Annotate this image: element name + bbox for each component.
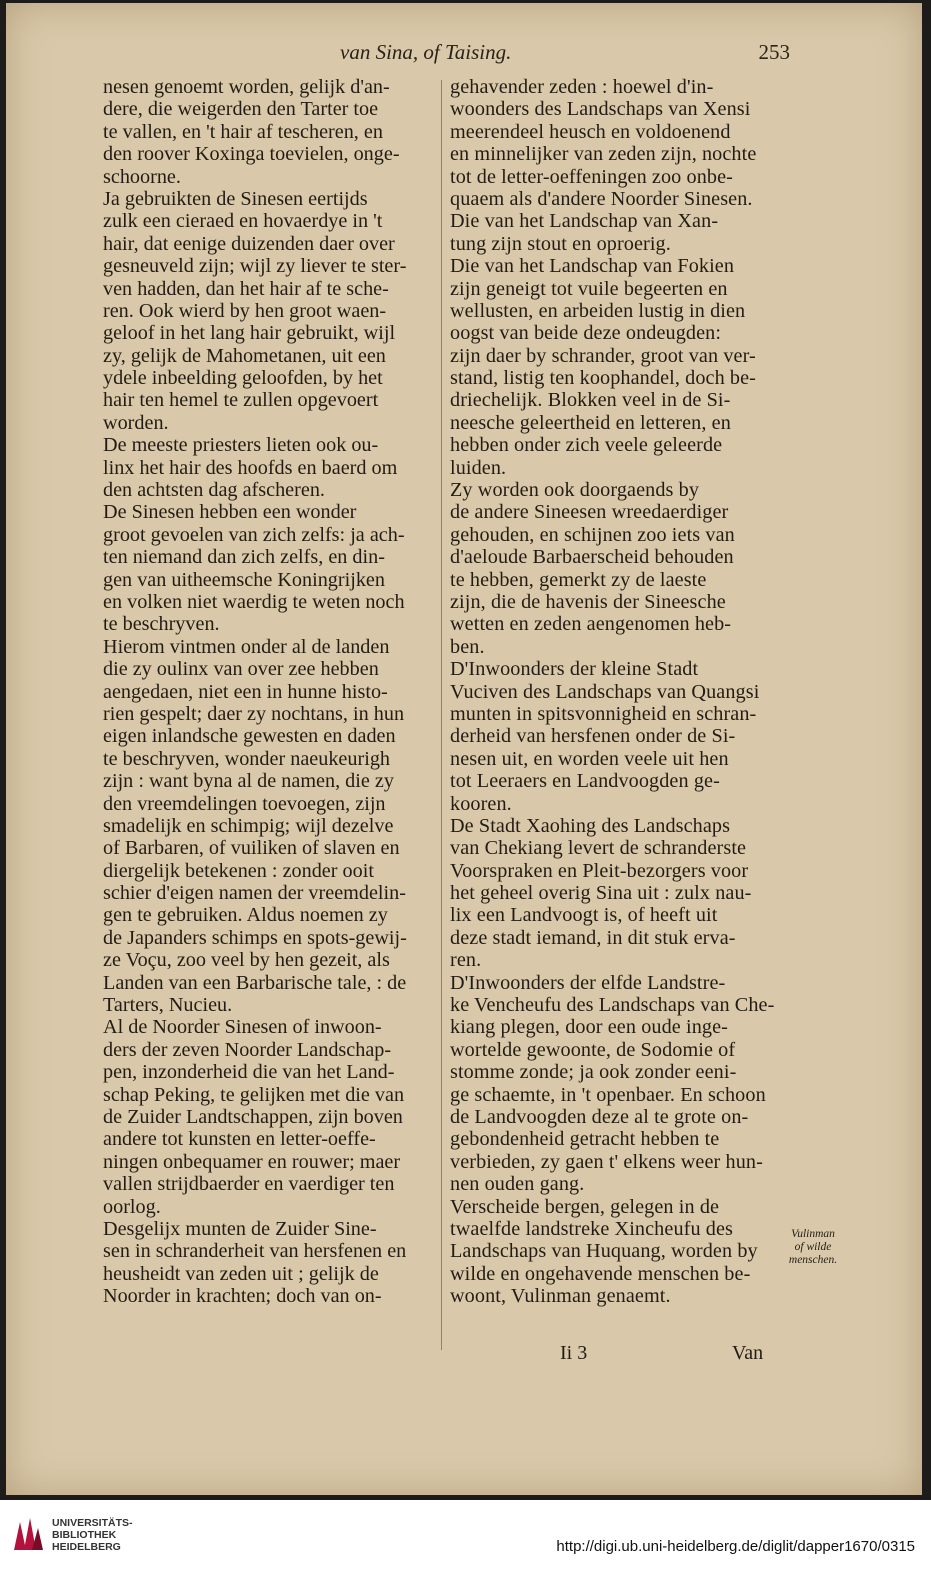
text-line: zijn, die de havenis der Sineesche [450, 590, 726, 613]
text-line: stomme zonde; ja ook zonder eeni- [450, 1061, 737, 1084]
text-line: de Landvoogden deze al te grote on- [450, 1105, 749, 1128]
text-line: schap Peking, te gelijken met die van [103, 1083, 405, 1106]
text-line: lix een Landvoogt is, of heeft uit [450, 904, 718, 927]
text-line: D'Inwoonders der kleine Stadt [450, 658, 699, 681]
text-line: tung zijn stout en oproerig. [450, 232, 671, 255]
text-line: den achtsten dag afscheren. [103, 479, 325, 502]
catchword: Van [732, 1342, 764, 1364]
text-line: sen in schranderheit van hersfenen en [103, 1240, 407, 1263]
text-line: dere, die weigerden den Tarter toe [103, 98, 379, 121]
text-line: schoorne. [103, 165, 181, 188]
text-line: Ja gebruikten de Sinesen eertijds [103, 187, 368, 210]
text-line: neesche geleertheid en letteren, en [450, 411, 731, 434]
text-line: of Barbaren, of vuiliken of slaven en [103, 837, 400, 860]
text-line: nesen uit, en worden veele uit hen [450, 747, 729, 770]
text-line: van Chekiang levert de schranderste [450, 837, 747, 860]
text-line: Verscheide bergen, gelegen in de [450, 1195, 720, 1218]
text-line: oogst van beide deze ondeugden: [450, 322, 722, 345]
text-line: eigen inlandsche gewesten en daden [103, 725, 396, 748]
text-line: gebondenheid getracht hebben te [450, 1128, 720, 1151]
margin-note-line: menschen. [788, 1254, 838, 1266]
text-line: gehouden, en schijnen zoo iets van [450, 523, 735, 546]
text-line: te beschryven. [103, 613, 220, 636]
text-line: zijn geneigt tot vuile begeerten en [450, 277, 728, 300]
text-line: Landen van een Barbarische tale, : de [103, 971, 407, 994]
text-line: nesen genoemt worden, gelijk d'an- [103, 76, 390, 98]
text-line: luiden. [450, 456, 507, 479]
text-line: heusheidt van zeden uit ; gelijk de [103, 1262, 379, 1285]
text-line: woonders des Landschaps van Xensi [450, 98, 751, 121]
text-line: den roover Koxinga toevielen, onge- [103, 143, 400, 166]
text-line: diergelijk betekenen : zonder ooit [103, 859, 374, 882]
text-line: zulk een cieraed en hovaerdye in 't [103, 210, 383, 233]
library-name [52, 1517, 133, 1553]
citation-link[interactable]: http://digi.ub.uni-heidelberg.de/diglit/dapper1670/0315 [556, 1538, 915, 1555]
text-line: wortelde gewoonte, de Sodomie of [450, 1038, 736, 1061]
text-line: Voorspraken en Pleit-bezorgers voor [450, 859, 749, 882]
text-line: Tarters, Nucieu. [103, 994, 233, 1017]
text-line: gesneuveld zijn; wijl zy liever te ster- [103, 255, 407, 278]
text-line: den vreemdelingen toevoegen, zijn [103, 792, 386, 815]
library-name-line: BIBLIOTHEK [52, 1529, 117, 1541]
text-line: quaem als d'andere Noorder Sinesen. [450, 187, 753, 210]
text-line: gen van uitheemsche Koningrijken [103, 568, 385, 591]
text-line: ven hadden, dan het hair af te sche- [103, 277, 389, 300]
text-line: de Zuider Landtschappen, zijn boven [103, 1105, 403, 1128]
text-line: oorlog. [103, 1195, 161, 1218]
text-line: de andere Sineesen wreedaerdiger [450, 501, 729, 524]
text-line: D'Inwoonders der elfde Landstre- [450, 971, 726, 994]
text-line: De Stadt Xaohing des Landschaps [450, 814, 731, 837]
text-line: rien gespelt; daer zy nochtans, in hun [103, 702, 405, 725]
text-line: De Sinesen hebben een wonder [103, 501, 357, 524]
text-line: Landschaps van Huquang, worden by [450, 1240, 758, 1263]
text-line: Al de Noorder Sinesen of inwoon- [103, 1016, 382, 1039]
text-line: pen, inzonderheid die van het Land- [103, 1061, 395, 1084]
text-line: derheid van hersfenen onder de Si- [450, 725, 736, 748]
text-line: Desgelijx munten de Zuider Sine- [103, 1217, 377, 1240]
text-line: geloof in het lang hair gebruikt, wijl [103, 322, 396, 345]
text-line: Die van het Landschap van Fokien [450, 255, 735, 278]
text-line: d'aeloude Barbaerscheid behouden [450, 546, 734, 569]
text-line: Die van het Landschap van Xan- [450, 210, 719, 233]
text-line: gen te gebruiken. Aldus noemen zy [103, 904, 388, 927]
text-line: ze Voçu, zoo veel by hen gezeit, als [103, 949, 390, 972]
text-line: ke Vencheufu des Landschaps van Che- [450, 994, 775, 1017]
text-line: en minnelijker van zeden zijn, nochte [450, 143, 757, 166]
text-line: vallen strijdbaerder en vaerdiger ten [103, 1173, 395, 1196]
text-line: De meeste priesters lieten ook ou- [103, 434, 379, 457]
text-line: ren. [450, 949, 482, 972]
text-line: worden. [103, 411, 169, 434]
text-line: zijn : want byna al de namen, die zy [103, 770, 394, 793]
text-line: hair ten hemel te zullen opgevoert [103, 389, 379, 412]
library-name-line: UNIVERSITÄTS- [52, 1517, 133, 1529]
library-logo-icon [10, 1514, 44, 1554]
text-line: ge schaemte, in 't openbaer. En schoon [450, 1083, 766, 1106]
text-line: twaelfde landstreke Xincheufu des [450, 1217, 734, 1240]
running-title: van Sina, of Taising. [340, 40, 512, 64]
text-line: meerendeel heusch en voldoenend [450, 120, 731, 143]
library-name-line: HEIDELBERG [52, 1541, 121, 1553]
text-line: Hierom vintmen onder al de landen [103, 635, 390, 658]
text-line: ten niemand dan zich zelfs, en din- [103, 546, 385, 569]
text-line: zy, gelijk de Mahometanen, uit een [103, 344, 386, 367]
text-line: andere tot kunsten en letter-oeffe- [103, 1128, 376, 1151]
margin-note [778, 1228, 848, 1267]
text-line: ben. [450, 635, 485, 658]
text-line: hair, dat eenige duizenden daer over [103, 232, 395, 255]
text-line: tot de letter-oeffeningen zoo onbe- [450, 165, 733, 188]
text-line: die zy oulinx van over zee hebben [103, 658, 379, 681]
text-line: deze stadt iemand, in dit stuk erva- [450, 926, 736, 949]
text-line: woont, Vulinman genaemt. [450, 1285, 671, 1308]
margin-note-line: of wilde [794, 1241, 832, 1253]
text-line: ders der zeven Noorder Landschap- [103, 1038, 392, 1061]
right-column [450, 76, 785, 1307]
text-line: schier d'eigen namen der vreemdelin- [103, 882, 406, 905]
page-number: 253 [758, 40, 790, 64]
column-divider [441, 80, 442, 1350]
text-line: het geheel overig Sina uit : zulx nau- [450, 882, 752, 905]
text-line: Noorder in krachten; doch van on- [103, 1285, 382, 1308]
text-line: driechelijk. Blokken veel in de Si- [450, 389, 731, 412]
left-column [103, 76, 438, 1307]
text-line: aengedaen, niet een in hunne histo- [103, 680, 388, 703]
text-line: gehavender zeden : hoewel d'in- [450, 76, 714, 98]
footer-bar [0, 1500, 931, 1578]
text-line: hebben onder zich veele geleerde [450, 434, 723, 457]
text-line: en volken niet waerdig te weten noch [103, 590, 405, 613]
text-line: te hebben, gemerkt zy de laeste [450, 568, 707, 591]
signature-mark: Ii 3 [560, 1342, 588, 1364]
text-line: stand, listig ten koophandel, doch be- [450, 367, 756, 390]
text-line: groot gevoelen van zich zelfs: ja ach- [103, 523, 405, 546]
text-line: te beschryven, wonder naeukeurigh [103, 747, 391, 770]
margin-note-line: Vulinman [791, 1228, 835, 1240]
text-line: linx het hair des hoofds en baerd om [103, 456, 398, 479]
text-line: de Japanders schimps en spots-gewij- [103, 926, 407, 949]
text-line: kiang plegen, door een oude inge- [450, 1016, 728, 1039]
text-line: ydele inbeelding geloofden, by het [103, 367, 383, 390]
text-line: ren. Ook wierd by hen groot waen- [103, 299, 387, 322]
text-line: wellusten, en arbeiden lustig in dien [450, 299, 746, 322]
text-line: wilde en ongehavende menschen be- [450, 1262, 751, 1285]
text-line: smadelijk en schimpig; wijl dezelve [103, 814, 394, 837]
text-line: munten in spitsvonnigheid en schran- [450, 702, 757, 725]
text-line: tot Leeraers en Landvoogden ge- [450, 770, 720, 793]
text-line: nen ouden gang. [450, 1173, 585, 1196]
text-line: wetten en zeden aengenomen heb- [450, 613, 732, 636]
text-line: zijn daer by schrander, groot van ver- [450, 344, 756, 367]
text-line: Vuciven des Landschaps van Quangsi [450, 680, 760, 703]
text-line: ningen onbequamer en rouwer; maer [103, 1150, 401, 1173]
text-line: te vallen, en 't hair af tescheren, en [103, 120, 383, 143]
text-line: verbieden, zy gaen t' elkens weer hun- [450, 1150, 763, 1173]
text-line: Zy worden ook doorgaends by [450, 479, 700, 502]
text-line: kooren. [450, 792, 512, 815]
